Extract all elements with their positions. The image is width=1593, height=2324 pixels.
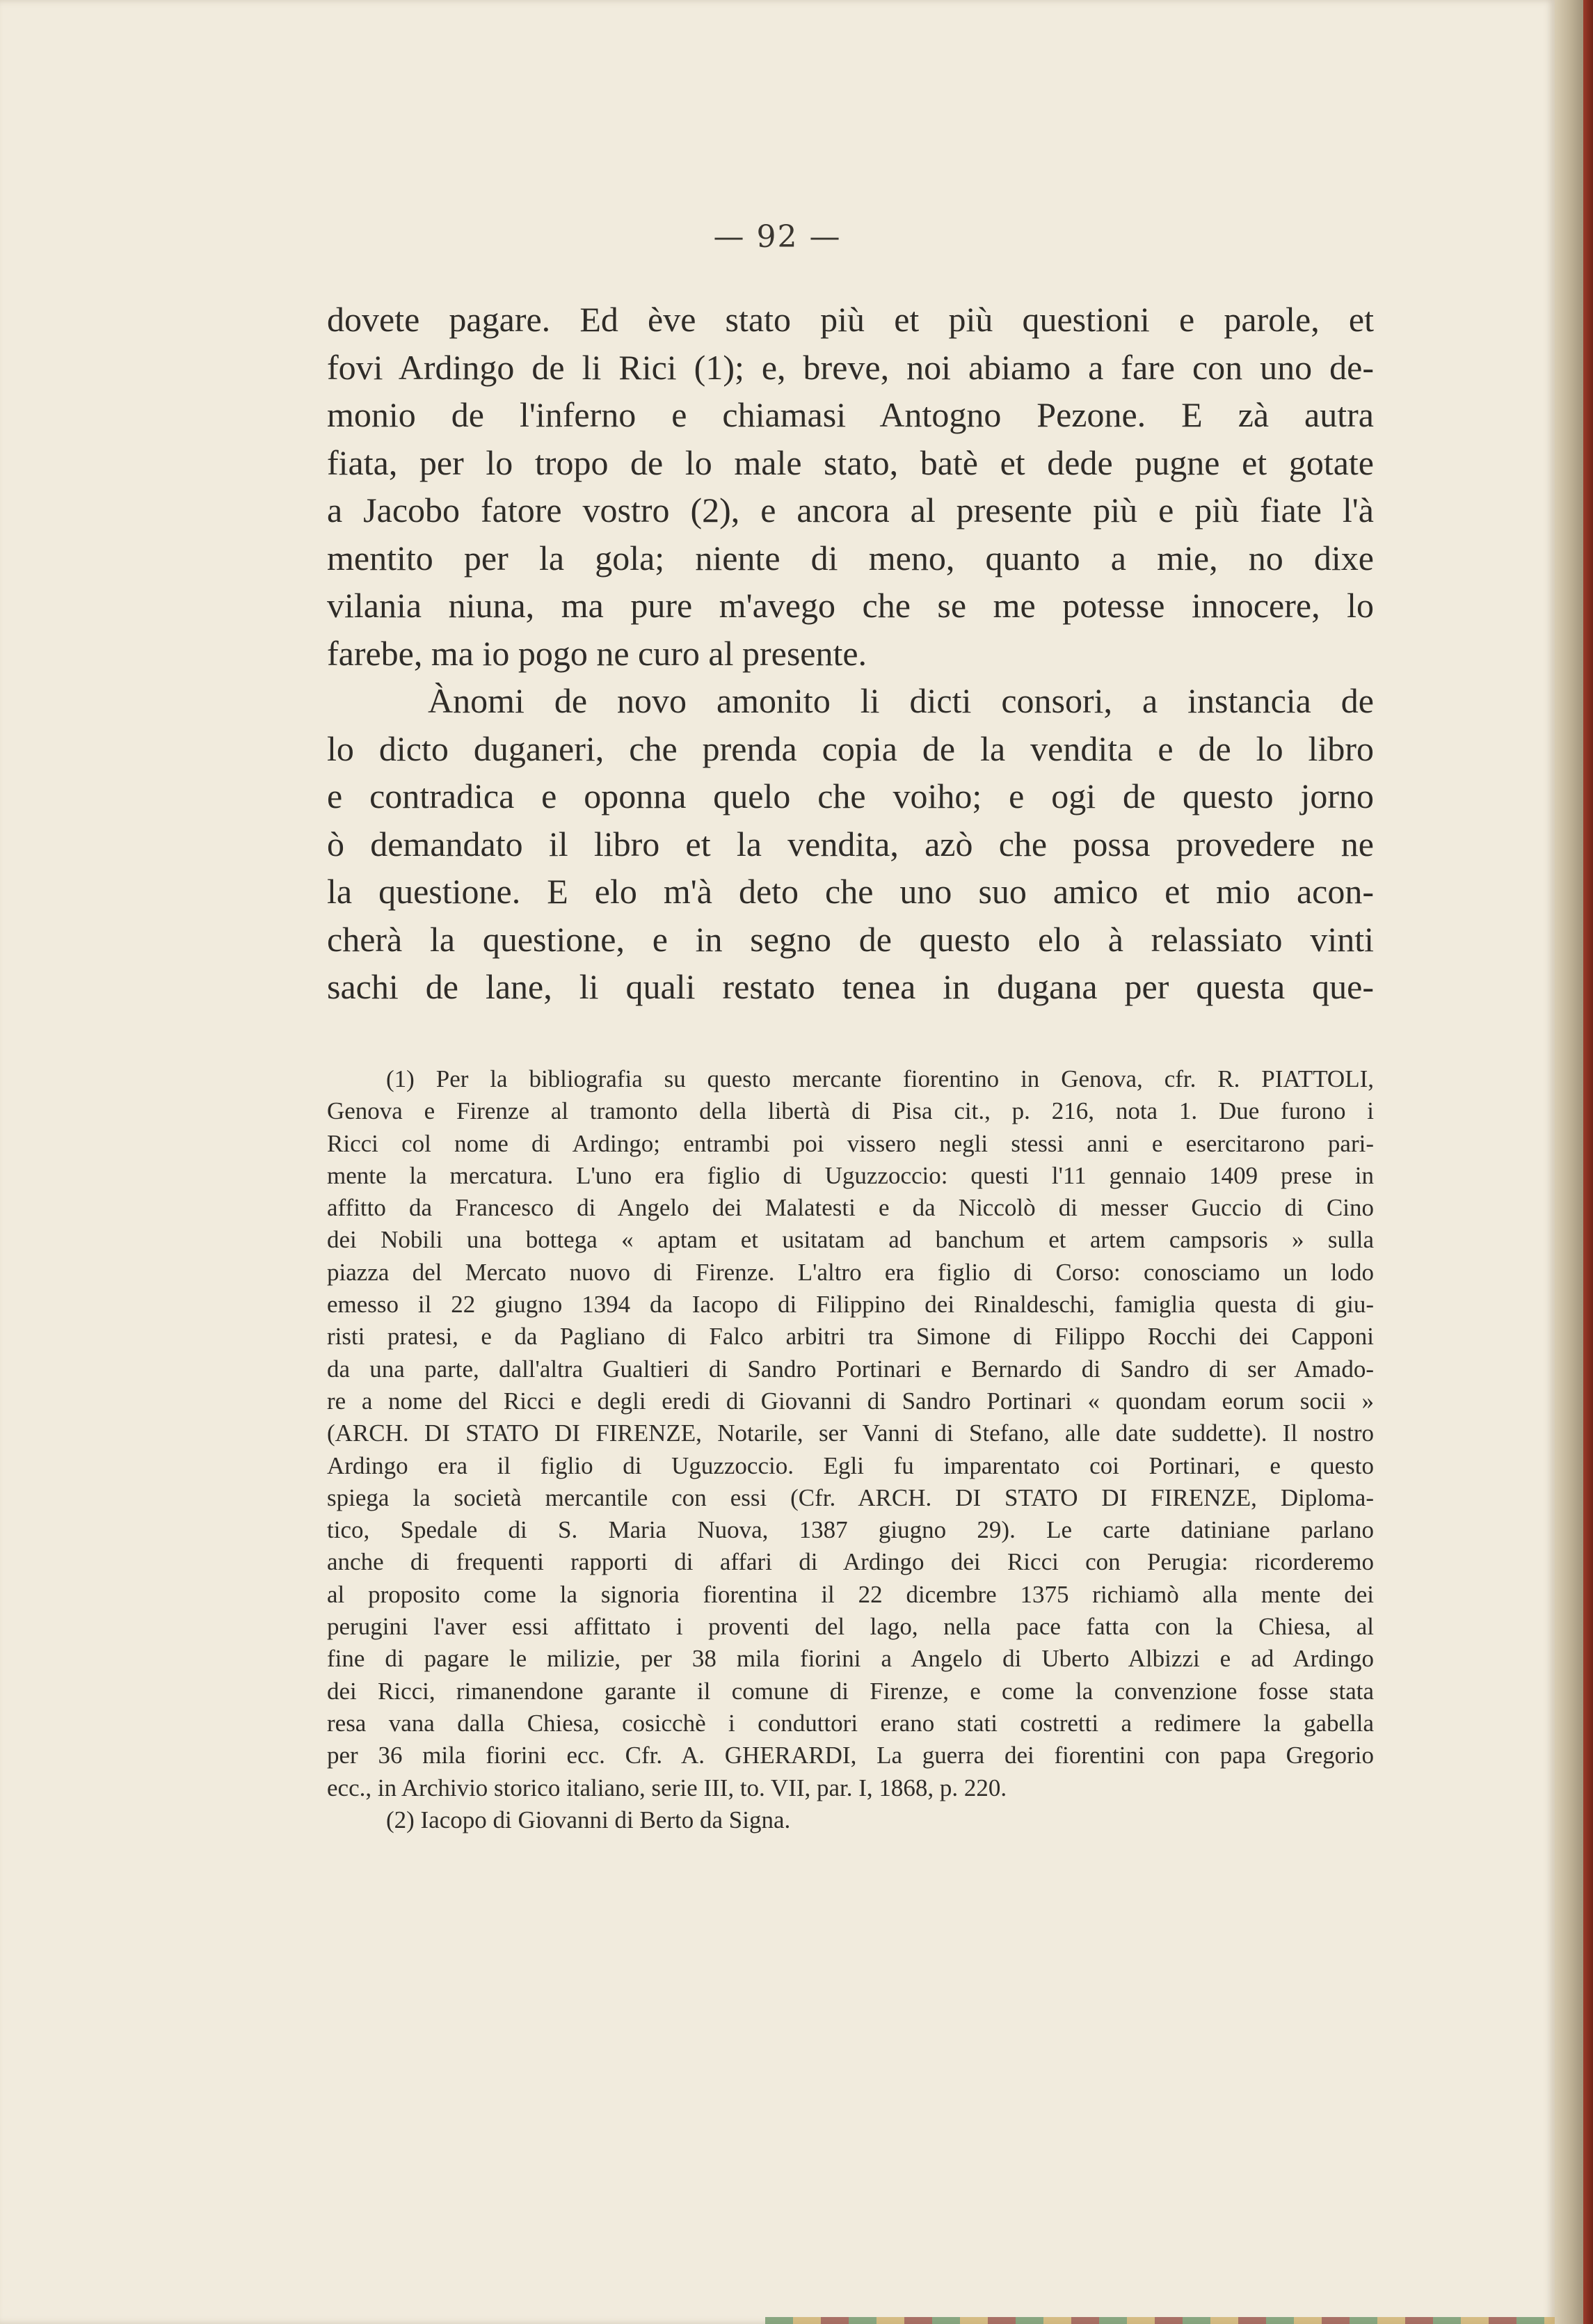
footnote-line: (1) Per la bibliografia su questo mercante fiorentino in Genova, cfr. R. PIATTOLI, (386, 1065, 1374, 1092)
footnote-line: al proposito come la signoria fiorentina il 22 dicembre 1375 richiamò alla mente dei (327, 1580, 1374, 1608)
footnote-line: Genova e Firenze al tramonto della libertà di Pisa cit., p. 216, nota 1. Due furono i (327, 1097, 1374, 1125)
footnote-line: Ricci col nome di Ardingo; entrambi poi vissero negli stessi anni e esercitarono pari- (327, 1129, 1374, 1157)
book-cover-edge (1583, 0, 1593, 2324)
footnote-line: resa vana dalla Chiesa, cosicchè i conduttori erano stati costretti a redimere la gabella (327, 1709, 1374, 1737)
text-line: monio de l'inferno e chiamasi Antogno Pezone. E zà autra (327, 395, 1374, 434)
text-line: ò demandato il libro et la vendita, azò che possa provedere ne (327, 824, 1374, 863)
text-line: lo dicto duganeri, che prenda copia de la vendita e de lo libro (327, 729, 1374, 768)
footnote-line: da una parte, dall'altra Gualtieri di Sandro Portinari e Bernardo di Sandro di ser Amado- (327, 1355, 1374, 1383)
footnote-line: mente la mercatura. L'uno era figlio di Uguzzoccio: questi l'11 gennaio 1409 prese in (327, 1161, 1374, 1189)
footnote-line: perugini l'aver essi affittato i proventi del lago, nella pace fatta con la Chiesa, al (327, 1613, 1374, 1641)
book-cover-strip (765, 2317, 1555, 2324)
footnote-line: emesso il 22 giugno 1394 da Iacopo di Filippino dei Rinaldeschi, famiglia questa di giu- (327, 1291, 1374, 1319)
main-text (327, 296, 1374, 1011)
text-line: vilania niuna, ma pure m'avego che se me potesse innocere, lo (327, 586, 1374, 625)
footnote-line: tico, Spedale di S. Maria Nuova, 1387 giugno 29). Le carte datiniane parlano (327, 1516, 1374, 1544)
footnote-line: piazza del Mercato nuovo di Firenze. L'altro era figlio di Corso: conosciamo un lodo (327, 1258, 1374, 1286)
footnote-line: dei Nobili una bottega « aptam et usitatam ad banchum et artem campsoris » sulla (327, 1226, 1374, 1254)
footnote-line: anche di frequenti rapporti di affari di Ardingo dei Ricci con Perugia: ricorderemo (327, 1548, 1374, 1576)
text-line: la questione. E elo m'à deto che uno suo amico et mio acon- (327, 872, 1374, 911)
text-line: Ànomi de novo amonito li dicti consori, a instancia de (428, 681, 1374, 720)
footnote-line: affitto da Francesco di Angelo dei Malatesti e da Niccolò di messer Guccio di Cino (327, 1194, 1374, 1222)
text-line: fovi Ardingo de li Rici (1); e, breve, noi abiamo a fare con uno de- (327, 347, 1374, 387)
footnote-line: spiega la società mercantile con essi (Cfr. ARCH. DI STATO DI FIRENZE, Diploma- (327, 1483, 1374, 1511)
footnote-line: per 36 mila fiorini ecc. Cfr. A. GHERARDI, La guerra dei fiorentini con papa Gregorio (327, 1742, 1374, 1769)
text-line: e contradica e oponna quelo che voiho; e ogi de questo jorno (327, 777, 1374, 815)
footnote-line: ecc., in Archivio storico italiano, serie III, to. VII, par. I, 1868, p. 220. (327, 1774, 1007, 1801)
footnote-line: risti pratesi, e da Pagliano di Falco arbitri tra Simone di Filippo Rocchi dei Capponi (327, 1323, 1374, 1351)
text-line: mentito per la gola; niente di meno, quanto a mie, no dixe (327, 538, 1374, 578)
text-line: sachi de lane, li quali restato tenea in dugana per questa que- (327, 967, 1374, 1006)
footnotes (327, 1063, 1374, 1836)
text-line: dovete pagare. Ed ève stato più et più questioni e parole, et (327, 300, 1374, 339)
footnote-line: Ardingo era il figlio di Uguzzoccio. Egli fu imparentato coi Portinari, e questo (327, 1451, 1374, 1479)
text-line: fiata, per lo tropo de lo male stato, batè et dede pugne et gotate (327, 443, 1374, 482)
footnote-line: (2) Iacopo di Giovanni di Berto da Signa. (386, 1806, 791, 1833)
footnote-line: (ARCH. DI STATO DI FIRENZE, Notarile, ser Vanni di Stefano, alle date suddette). Il nostro (327, 1419, 1374, 1447)
text-line: a Jacobo fatore vostro (2), e ancora al presente più e più fiate l'à (327, 491, 1374, 530)
text-line: farebe, ma io pogo ne curo al presente. (327, 633, 867, 673)
text-line: cherà la questione, e in segno de questo elo à relassiato vinti (327, 919, 1374, 959)
footnote-line: fine di pagare le milizie, per 38 mila fiorini a Angelo di Uberto Albizzi e ad Ardingo (327, 1645, 1374, 1673)
page-number: — 92 — (713, 219, 842, 255)
footnote-line: re a nome del Ricci e degli eredi di Giovanni di Sandro Portinari « quondam eorum socii » (327, 1387, 1374, 1415)
footnote-line: dei Ricci, rimanendone garante il comune di Firenze, e come la convenzione fosse stata (327, 1677, 1374, 1705)
